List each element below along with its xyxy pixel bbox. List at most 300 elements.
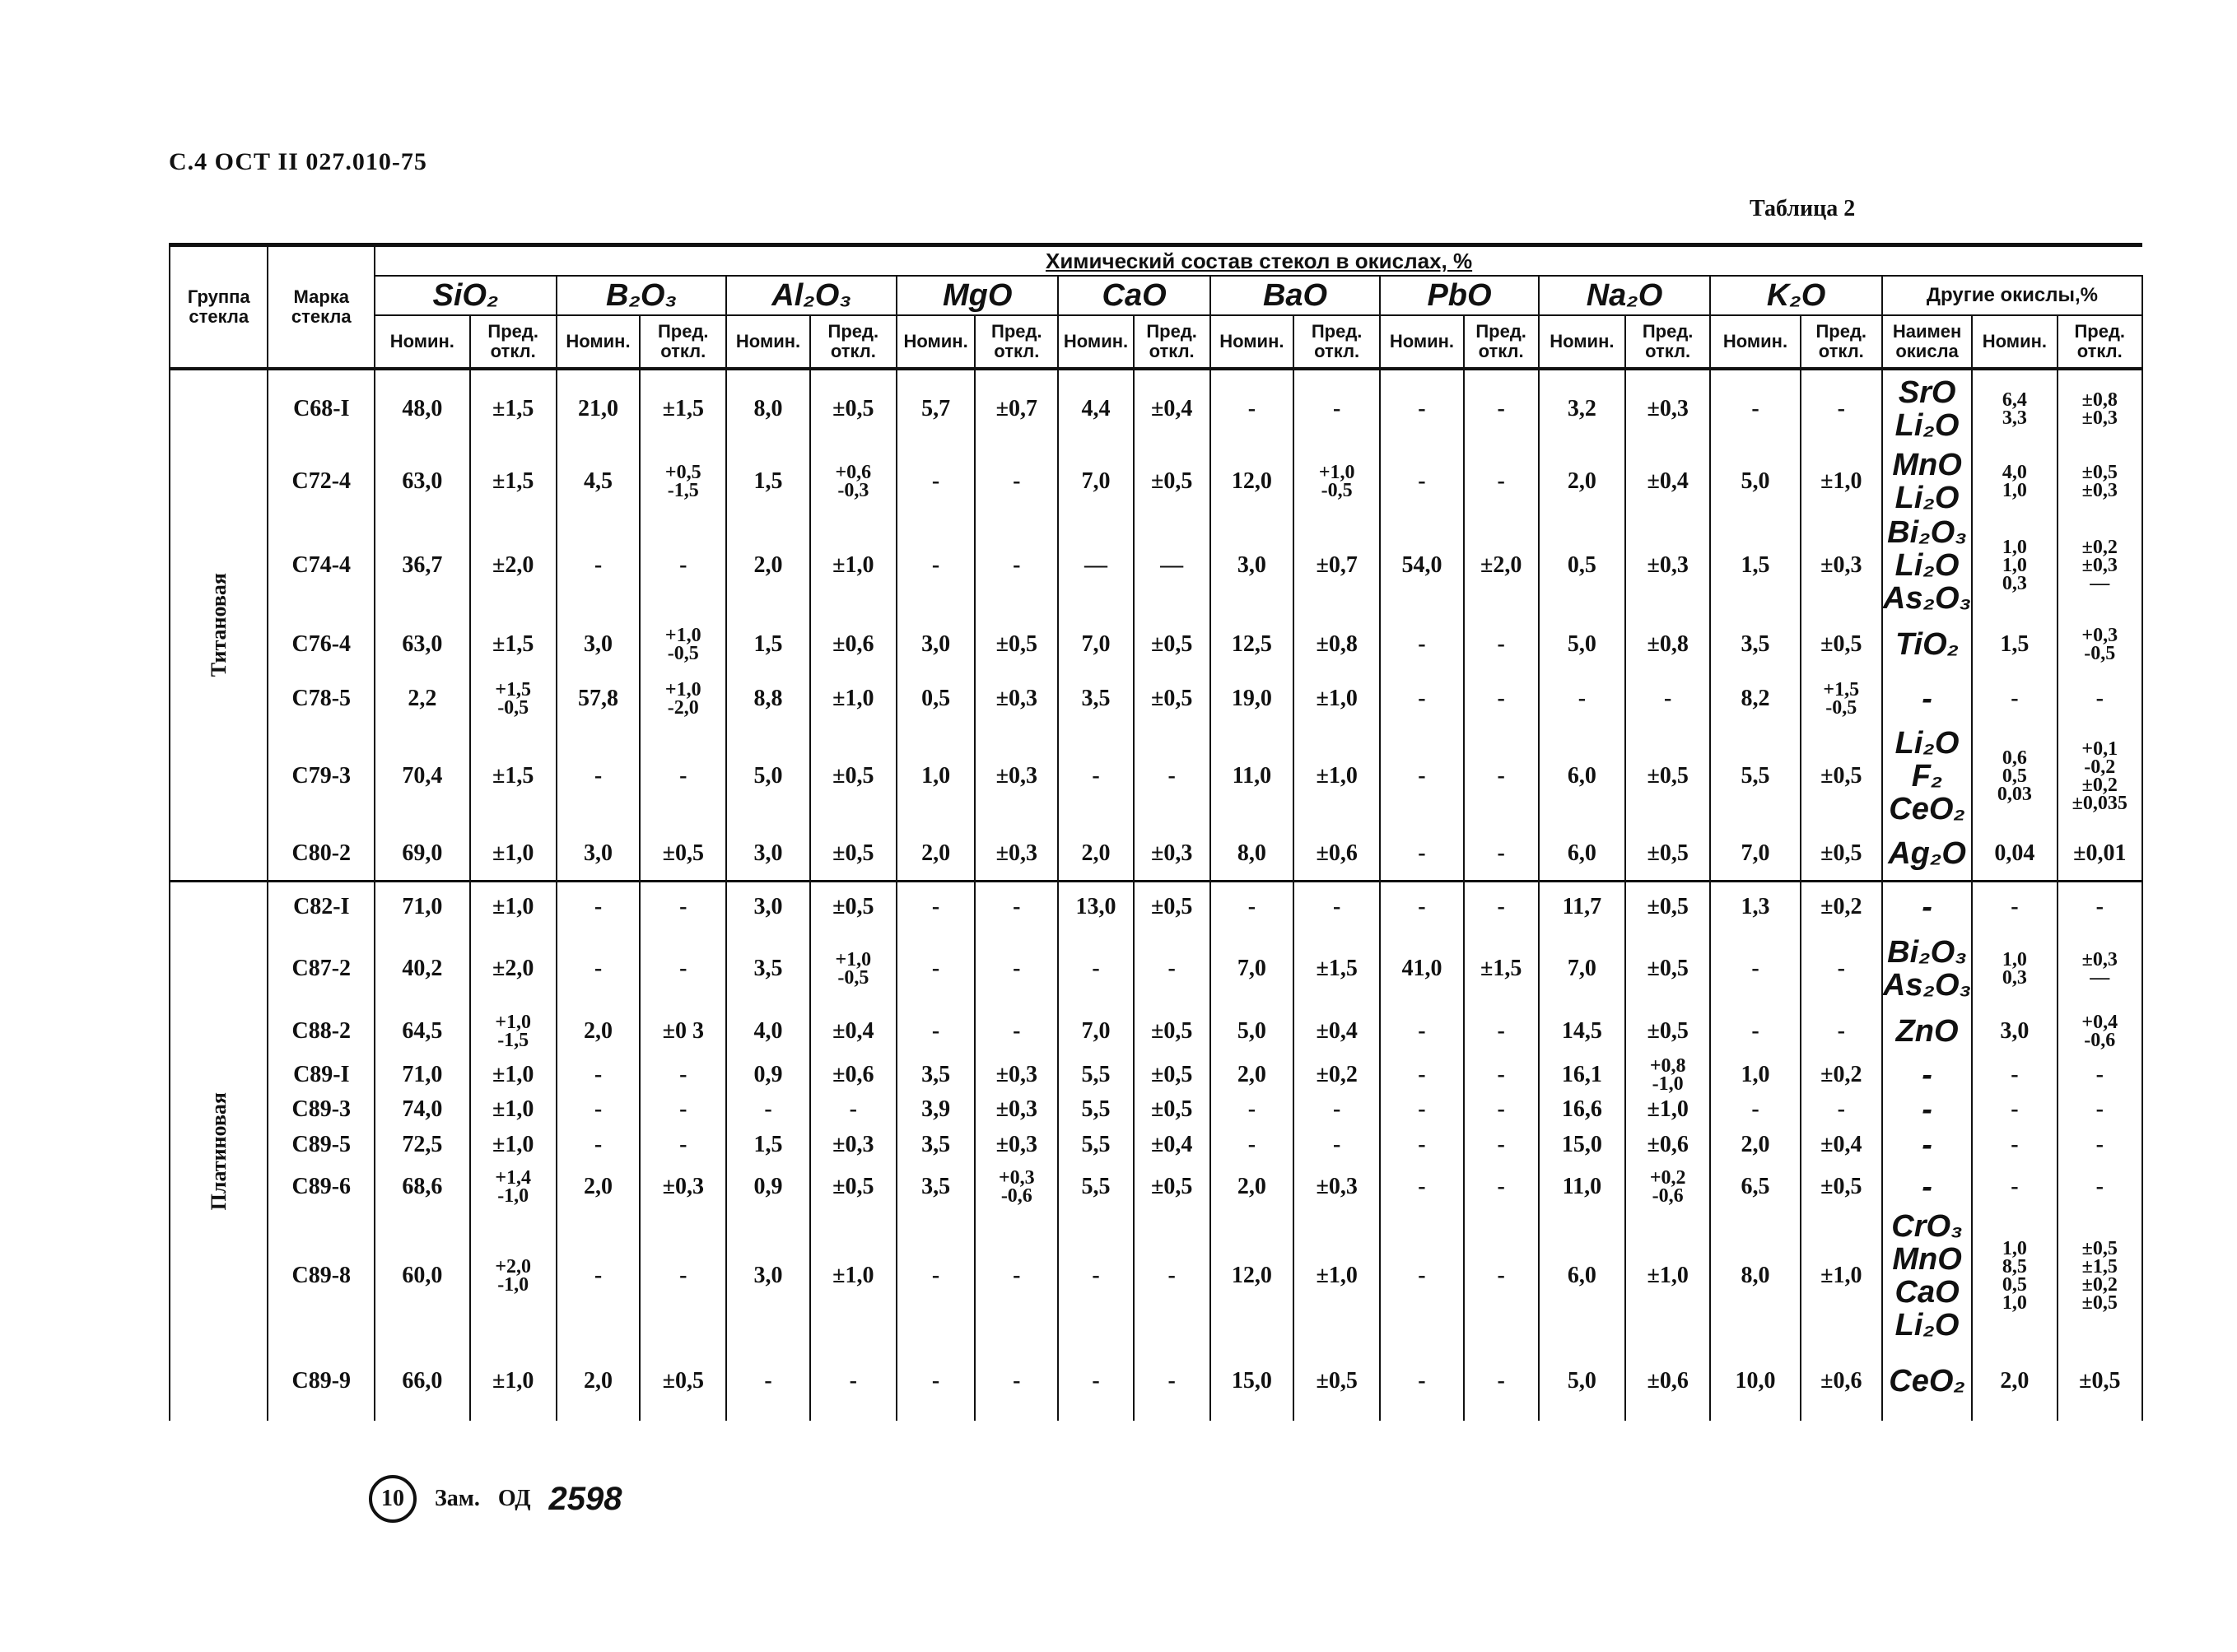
- table-cell: ±0,5: [2058, 1342, 2142, 1421]
- table-cell: ±0,5: [1134, 1006, 1210, 1057]
- table-cell: 1,0: [1710, 1057, 1800, 1093]
- table-cell: 2,0: [1210, 1057, 1293, 1093]
- table-cell: 1,5: [726, 1126, 809, 1164]
- table-cell: ±0,5: [810, 369, 897, 448]
- table-cell: 36,7: [375, 515, 469, 616]
- table-cell: 2,0: [1972, 1342, 2057, 1421]
- table-cell: -: [1464, 1006, 1539, 1057]
- col-header-deviation: Пред. откл.: [1293, 315, 1380, 369]
- table-cell: +0,5 -1,5: [640, 448, 726, 515]
- table-cell: -: [1210, 369, 1293, 448]
- col-header-nominal: Номин.: [897, 315, 975, 369]
- table-cell: 5,0: [1539, 616, 1625, 673]
- col-header-nominal: Номин.: [1380, 315, 1463, 369]
- table-cell: ±1,5: [640, 369, 726, 448]
- table-cell: -: [640, 1210, 726, 1342]
- table-cell: ±1,0: [470, 1126, 557, 1164]
- glass-mark: С89-I: [268, 1057, 375, 1093]
- table-cell: 0,6 0,5 0,03: [1972, 724, 2057, 828]
- glass-mark: С89-3: [268, 1093, 375, 1126]
- glass-mark: С89-9: [268, 1342, 375, 1421]
- table-cell: -: [810, 1342, 897, 1421]
- col-header-deviation: Пред. откл.: [470, 315, 557, 369]
- table-cell: -: [1972, 881, 2057, 932]
- table-cell: ±0,4: [1293, 1006, 1380, 1057]
- table-cell: 3,0: [726, 881, 809, 932]
- table-cell: ±1,0: [1293, 724, 1380, 828]
- table-row: [170, 724, 2142, 828]
- table-cell: 1,5: [1710, 515, 1800, 616]
- table-cell: -: [897, 932, 975, 1006]
- table-cell: 0,04: [1972, 828, 2057, 881]
- table-cell: 6,4 3,3: [1972, 369, 2057, 448]
- table-cell: 57,8: [557, 673, 640, 724]
- table-cell: 21,0: [557, 369, 640, 448]
- table-cell: 1,0: [897, 724, 975, 828]
- table-cell: ±2,0: [1464, 515, 1539, 616]
- od-label: ОД: [497, 1486, 531, 1511]
- table-cell: ±0,4: [1134, 369, 1210, 448]
- table-cell: ±0,3: [975, 673, 1058, 724]
- table-cell: 74,0: [375, 1093, 469, 1126]
- table-cell: -: [1972, 1057, 2057, 1093]
- table-cell: -: [557, 1093, 640, 1126]
- table-cell: -: [1134, 932, 1210, 1006]
- table-row: [170, 1210, 2142, 1342]
- other-oxide-name: -: [1882, 1057, 1972, 1093]
- table-cell: ±0,3: [975, 724, 1058, 828]
- col-header-nominal: Номин.: [375, 315, 469, 369]
- table-cell: -: [640, 724, 726, 828]
- table-cell: -: [897, 448, 975, 515]
- col-header-mark: Марка стекла: [268, 245, 375, 370]
- table-cell: ±1,0: [810, 515, 897, 616]
- table-row: [170, 828, 2142, 881]
- table-cell: +1,0 -2,0: [640, 673, 726, 724]
- table-cell: 0,9: [726, 1164, 809, 1210]
- col-header-nominal: Номин.: [1539, 315, 1625, 369]
- col-header-oxide: B₂O₃: [557, 276, 727, 315]
- table-cell: ±1,0: [1293, 673, 1380, 724]
- table-cell: 2,2: [375, 673, 469, 724]
- table-cell: 6,0: [1539, 1210, 1625, 1342]
- table-cell: -: [1058, 724, 1133, 828]
- table-cell: 16,1: [1539, 1057, 1625, 1093]
- table-cell: 70,4: [375, 724, 469, 828]
- table-cell: 12,0: [1210, 448, 1293, 515]
- table-cell: 63,0: [375, 448, 469, 515]
- table-cell: -: [1464, 1057, 1539, 1093]
- table-cell: -: [2058, 881, 2142, 932]
- table-cell: 48,0: [375, 369, 469, 448]
- table-cell: 5,7: [897, 369, 975, 448]
- table-cell: 19,0: [1210, 673, 1293, 724]
- col-header-oxide: CaO: [1058, 276, 1209, 315]
- table-cell: 4,0 1,0: [1972, 448, 2057, 515]
- table-cell: +0,1 -0,2 ±0,2 ±0,035: [2058, 724, 2142, 828]
- table-cell: ±0,6: [810, 616, 897, 673]
- table-cell: -: [557, 515, 640, 616]
- table-cell: 16,6: [1539, 1093, 1625, 1126]
- table-cell: 1,5: [726, 448, 809, 515]
- col-header-deviation: Пред. откл.: [975, 315, 1058, 369]
- table-cell: ±0,5: [810, 1164, 897, 1210]
- table-cell: 4,0: [726, 1006, 809, 1057]
- table-cell: 3,5: [897, 1057, 975, 1093]
- table-cell: -: [1972, 1164, 2057, 1210]
- table-cell: 3,0: [1210, 515, 1293, 616]
- table-number: Таблица 2: [1750, 196, 1856, 221]
- table-cell: -: [1380, 1057, 1463, 1093]
- table-cell: -: [1058, 932, 1133, 1006]
- table-cell: -: [726, 1342, 809, 1421]
- table-cell: 6,0: [1539, 724, 1625, 828]
- table-cell: 7,0: [1710, 828, 1800, 881]
- table-cell: -: [1710, 932, 1800, 1006]
- glass-mark: С76-4: [268, 616, 375, 673]
- table-cell: ±0,5: [1625, 932, 1710, 1006]
- table-cell: 68,6: [375, 1164, 469, 1210]
- table-cell: 3,9: [897, 1093, 975, 1126]
- table-cell: -: [897, 1210, 975, 1342]
- col-header-deviation: Пред. откл.: [1625, 315, 1710, 369]
- table-cell: 0,9: [726, 1057, 809, 1093]
- glass-mark: С68-I: [268, 369, 375, 448]
- col-header-other: Другие окислы,%: [1882, 276, 2142, 315]
- glass-mark: С89-8: [268, 1210, 375, 1342]
- table-cell: 5,0: [1710, 448, 1800, 515]
- table-cell: 3,5: [1710, 616, 1800, 673]
- table-cell: +0,8 -1,0: [1625, 1057, 1710, 1093]
- table-cell: -: [1293, 1126, 1380, 1164]
- table-cell: +1,0 -0,5: [1293, 448, 1380, 515]
- table-cell: -: [1464, 1126, 1539, 1164]
- table-cell: 8,0: [1710, 1210, 1800, 1342]
- table-cell: ±1,0: [1801, 1210, 1882, 1342]
- table-cell: -: [975, 515, 1058, 616]
- table-cell: ±1,0: [470, 1342, 557, 1421]
- table-cell: 1,0 1,0 0,3: [1972, 515, 2057, 616]
- table-cell: -: [1464, 616, 1539, 673]
- table-cell: -: [1464, 724, 1539, 828]
- table-cell: -: [897, 881, 975, 932]
- table-cell: 14,5: [1539, 1006, 1625, 1057]
- table-cell: ±0,3: [975, 1126, 1058, 1164]
- table-cell: -: [1293, 1093, 1380, 1126]
- table-cell: +0,6 -0,3: [810, 448, 897, 515]
- table-cell: 2,0: [897, 828, 975, 881]
- table-cell: -: [640, 881, 726, 932]
- table-cell: ±1,0: [810, 1210, 897, 1342]
- table-cell: -: [1380, 1126, 1463, 1164]
- table-cell: 1,3: [1710, 881, 1800, 932]
- col-header-nominal: Номин.: [1972, 315, 2057, 369]
- table-cell: ±0,6: [810, 1057, 897, 1093]
- table-cell: -: [1380, 828, 1463, 881]
- glass-mark: С88-2: [268, 1006, 375, 1057]
- table-cell: ±1,0: [1801, 448, 1882, 515]
- col-header-nominal: Номин.: [726, 315, 809, 369]
- table-cell: ±0,5: [1134, 881, 1210, 932]
- glass-mark: С89-6: [268, 1164, 375, 1210]
- table-cell: -: [1380, 1210, 1463, 1342]
- table-cell: -: [2058, 673, 2142, 724]
- table-cell: 54,0: [1380, 515, 1463, 616]
- table-cell: 11,7: [1539, 881, 1625, 932]
- table-cell: ±0,8: [1293, 616, 1380, 673]
- col-header-deviation: Пред. откл.: [2058, 315, 2142, 369]
- table-cell: 41,0: [1380, 932, 1463, 1006]
- table-cell: 3,0: [557, 828, 640, 881]
- table-cell: -: [2058, 1057, 2142, 1093]
- table-cell: -: [1380, 616, 1463, 673]
- table-cell: -: [1801, 369, 1882, 448]
- table-cell: 3,5: [897, 1164, 975, 1210]
- table-cell: ±0 3: [640, 1006, 726, 1057]
- table-cell: ±0,7: [1293, 515, 1380, 616]
- table-cell: -: [2058, 1126, 2142, 1164]
- table-cell: 0,5: [1539, 515, 1625, 616]
- table-cell: -: [1380, 724, 1463, 828]
- table-cell: ±1,0: [1625, 1093, 1710, 1126]
- other-oxide-name: CrO₃ MnO CaO Li₂O: [1882, 1210, 1972, 1342]
- table-cell: 15,0: [1539, 1126, 1625, 1164]
- col-header-group: Группа стекла: [170, 245, 268, 370]
- change-number-circle: 10: [369, 1475, 417, 1523]
- table-cell: ±0,3: [1134, 828, 1210, 881]
- footer: [369, 1475, 622, 1523]
- table-cell: -: [557, 881, 640, 932]
- table-cell: 7,0: [1210, 932, 1293, 1006]
- table-row: [170, 1093, 2142, 1126]
- table-cell: 5,0: [726, 724, 809, 828]
- table-cell: -: [1464, 1342, 1539, 1421]
- table-cell: 0,5: [897, 673, 975, 724]
- table-row: [170, 881, 2142, 932]
- table-cell: 7,0: [1058, 448, 1133, 515]
- table-cell: -: [640, 1126, 726, 1164]
- table-cell: -: [557, 932, 640, 1006]
- table-cell: ±0,01: [2058, 828, 2142, 881]
- table-cell: 64,5: [375, 1006, 469, 1057]
- table-cell: ±1,0: [1625, 1210, 1710, 1342]
- table-cell: -: [1058, 1342, 1133, 1421]
- table-cell: 1,5: [726, 616, 809, 673]
- table-cell: 12,5: [1210, 616, 1293, 673]
- table-cell: 3,5: [1058, 673, 1133, 724]
- col-header-oxide: MgO: [897, 276, 1058, 315]
- glass-mark: С74-4: [268, 515, 375, 616]
- table-cell: +2,0 -1,0: [470, 1210, 557, 1342]
- table-cell: ±0,2: [1801, 1057, 1882, 1093]
- table-cell: ±0,5: [975, 616, 1058, 673]
- table-cell: ±0,5: [1134, 616, 1210, 673]
- table-cell: ±0,5: [810, 724, 897, 828]
- table-cell: ±1,5: [470, 369, 557, 448]
- table-cell: -: [1464, 1093, 1539, 1126]
- table-cell: ±0,5: [1625, 724, 1710, 828]
- table-cell: ±2,0: [470, 515, 557, 616]
- table-cell: -: [897, 1342, 975, 1421]
- table-cell: 1,0 0,3: [1972, 932, 2057, 1006]
- table-cell: ±1,0: [470, 1093, 557, 1126]
- table-cell: -: [1464, 1210, 1539, 1342]
- table-cell: +1,5 -0,5: [1801, 673, 1882, 724]
- table-cell: 11,0: [1210, 724, 1293, 828]
- col-header-oxide: SiO₂: [375, 276, 557, 315]
- table-cell: ±0,4: [1801, 1126, 1882, 1164]
- document-header: С.4 ОСТ II 027.010-75: [169, 148, 427, 175]
- composition-table: [169, 243, 2143, 1421]
- table-cell: -: [1210, 1126, 1293, 1164]
- table-cell: 2,0: [726, 515, 809, 616]
- table-cell: ±1,5: [470, 724, 557, 828]
- table-cell: -: [557, 1210, 640, 1342]
- table-cell: -: [1710, 1093, 1800, 1126]
- table-cell: ±1,5: [470, 616, 557, 673]
- table-cell: ±0,5: [1801, 828, 1882, 881]
- table-cell: 3,2: [1539, 369, 1625, 448]
- table-row: [170, 932, 2142, 1006]
- table-cell: ±0,3: [810, 1126, 897, 1164]
- col-header-nominal: Номин.: [557, 315, 640, 369]
- table-row: [170, 369, 2142, 448]
- table-cell: -: [1134, 1210, 1210, 1342]
- table-cell: ±0,5: [1625, 828, 1710, 881]
- table-cell: 5,5: [1058, 1057, 1133, 1093]
- table-cell: 71,0: [375, 1057, 469, 1093]
- table-cell: -: [975, 448, 1058, 515]
- table-cell: ±1,0: [470, 828, 557, 881]
- table-cell: ±0,5: [1134, 1164, 1210, 1210]
- table-cell: ±0,5: [1801, 616, 1882, 673]
- table-cell: 13,0: [1058, 881, 1133, 932]
- table-cell: ±0,3: [975, 1093, 1058, 1126]
- table-cell: +0,4 -0,6: [2058, 1006, 2142, 1057]
- table-cell: ±0,5: [1801, 724, 1882, 828]
- table-cell: 5,0: [1210, 1006, 1293, 1057]
- table-cell: -: [1710, 369, 1800, 448]
- table-cell: +0,3 -0,5: [2058, 616, 2142, 673]
- table-cell: +1,0 -0,5: [810, 932, 897, 1006]
- table-cell: 3,5: [726, 932, 809, 1006]
- table-cell: 3,0: [1972, 1006, 2057, 1057]
- table-cell: -: [640, 1093, 726, 1126]
- table-cell: -: [557, 1126, 640, 1164]
- table-row: [170, 1126, 2142, 1164]
- glass-mark: С80-2: [268, 828, 375, 881]
- table-cell: 4,4: [1058, 369, 1133, 448]
- table-cell: 8,0: [726, 369, 809, 448]
- table-cell: 3,0: [557, 616, 640, 673]
- table-cell: ±0,3: [1801, 515, 1882, 616]
- table-cell: 5,5: [1710, 724, 1800, 828]
- table-cell: -: [1801, 1006, 1882, 1057]
- table-cell: ±0,6: [1625, 1342, 1710, 1421]
- table-cell: -: [1380, 1342, 1463, 1421]
- table-cell: 8,2: [1710, 673, 1800, 724]
- table-cell: -: [1464, 881, 1539, 932]
- table-cell: 40,2: [375, 932, 469, 1006]
- table-cell: -: [1625, 673, 1710, 724]
- table-cell: 7,0: [1058, 1006, 1133, 1057]
- table-cell: 12,0: [1210, 1210, 1293, 1342]
- table-cell: -: [975, 1342, 1058, 1421]
- table-row: [170, 673, 2142, 724]
- table-cell: ±1,5: [1293, 932, 1380, 1006]
- change-label: Зам.: [435, 1486, 480, 1511]
- table-cell: 7,0: [1058, 616, 1133, 673]
- table-cell: 10,0: [1710, 1342, 1800, 1421]
- table-cell: -: [1801, 1093, 1882, 1126]
- other-oxide-name: TiO₂: [1882, 616, 1972, 673]
- col-header-oxide-name: Наимен окисла: [1882, 315, 1972, 369]
- table-cell: 60,0: [375, 1210, 469, 1342]
- other-oxide-name: ZnO: [1882, 1006, 1972, 1057]
- table-cell: ±0,2: [1293, 1057, 1380, 1093]
- col-header-deviation: Пред. откл.: [810, 315, 897, 369]
- table-cell: -: [1464, 1164, 1539, 1210]
- table-cell: ±0,5: [1134, 673, 1210, 724]
- table-cell: -: [1380, 1093, 1463, 1126]
- table-cell: ±0,5: [810, 881, 897, 932]
- table-cell: ±2,0: [470, 932, 557, 1006]
- table-cell: ±0,5 ±0,3: [2058, 448, 2142, 515]
- table-cell: 2,0: [1210, 1164, 1293, 1210]
- other-oxide-name: SrO Li₂O: [1882, 369, 1972, 448]
- table-cell: ±0,6: [1625, 1126, 1710, 1164]
- table-cell: -: [1464, 673, 1539, 724]
- other-oxide-name: CeO₂: [1882, 1342, 1972, 1421]
- table-cell: 63,0: [375, 616, 469, 673]
- table-cell: 2,0: [557, 1342, 640, 1421]
- table-cell: -: [1210, 881, 1293, 932]
- table-cell: -: [1134, 1342, 1210, 1421]
- glass-mark: С87-2: [268, 932, 375, 1006]
- table-row: [170, 1057, 2142, 1093]
- table-cell: -: [2058, 1093, 2142, 1126]
- table-cell: ±0,6: [1293, 828, 1380, 881]
- table-cell: 2,0: [1710, 1126, 1800, 1164]
- table-cell: -: [1380, 1006, 1463, 1057]
- table-row: [170, 1164, 2142, 1210]
- other-oxide-name: Bi₂O₃ Li₂O As₂O₃: [1882, 515, 1972, 616]
- table-cell: ±0,3 —: [2058, 932, 2142, 1006]
- table-cell: +1,4 -1,0: [470, 1164, 557, 1210]
- table-cell: -: [1058, 1210, 1133, 1342]
- other-oxide-name: -: [1882, 881, 1972, 932]
- table-cell: 5,5: [1058, 1126, 1133, 1164]
- table-cell: ±0,5: [1625, 881, 1710, 932]
- table-cell: 2,0: [1058, 828, 1133, 881]
- table-cell: -: [640, 1057, 726, 1093]
- group-cell: [170, 881, 268, 1421]
- table-cell: -: [1380, 369, 1463, 448]
- table-cell: -: [1710, 1006, 1800, 1057]
- glass-mark: С89-5: [268, 1126, 375, 1164]
- table-cell: 15,0: [1210, 1342, 1293, 1421]
- glass-mark: С79-3: [268, 724, 375, 828]
- table-cell: ±0,3: [1625, 515, 1710, 616]
- glass-mark: С78-5: [268, 673, 375, 724]
- col-header-oxide: K₂O: [1710, 276, 1882, 315]
- table-cell: -: [897, 1006, 975, 1057]
- table-cell: 5,5: [1058, 1093, 1133, 1126]
- table-cell: 1,0 8,5 0,5 1,0: [1972, 1210, 2057, 1342]
- table-cell: ±0,5: [640, 828, 726, 881]
- table-cell: +1,0 -0,5: [640, 616, 726, 673]
- table-cell: ±0,4: [1625, 448, 1710, 515]
